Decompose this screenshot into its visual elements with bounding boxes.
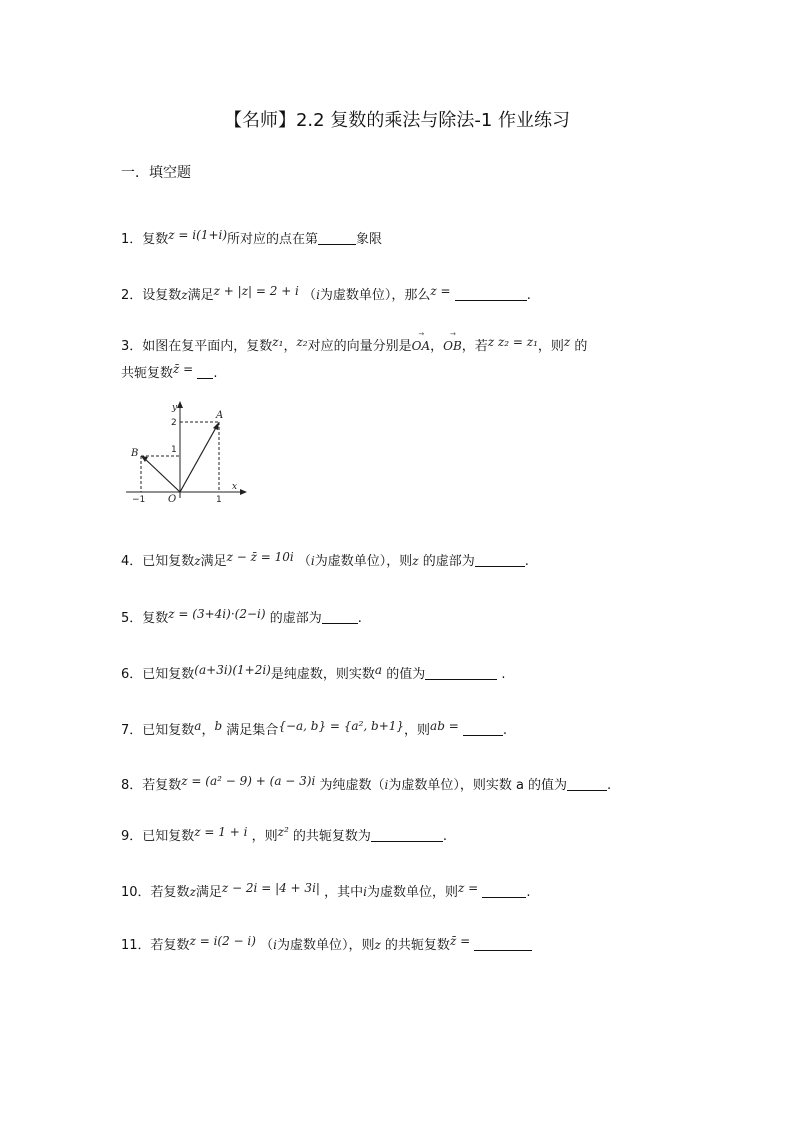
formula: z = i(2 − i) xyxy=(189,934,256,948)
question-1 xyxy=(121,226,382,249)
text: ，则 xyxy=(404,723,431,738)
text: ，则 xyxy=(251,829,278,844)
y-tick-1: 1 xyxy=(171,445,177,455)
question-5 xyxy=(121,605,362,628)
y-tick-2: 2 xyxy=(171,418,177,428)
text: 已知复数 xyxy=(142,667,195,682)
point-B-label: B xyxy=(131,448,139,459)
formula: ab = xyxy=(430,719,459,733)
question-3 xyxy=(121,331,587,356)
text: ，其中 xyxy=(324,885,364,900)
formula: z = xyxy=(457,881,479,895)
answer-blank xyxy=(455,287,527,301)
formula: z xyxy=(412,554,419,568)
question-11 xyxy=(121,932,532,955)
x-tick-neg-1: −1 xyxy=(132,495,146,505)
question-4 xyxy=(121,548,529,571)
formula: z − z̄ = 10i xyxy=(226,550,294,564)
answer-blank xyxy=(197,365,213,379)
formula: z₁ xyxy=(272,335,284,349)
formula: b xyxy=(214,719,223,733)
text: ， xyxy=(283,339,297,354)
answer-blank xyxy=(371,828,443,842)
text: ， xyxy=(430,339,444,354)
text: 若复数 xyxy=(150,885,190,900)
formula: z = 1 + i xyxy=(194,825,248,839)
formula: a xyxy=(194,719,202,733)
formula: (a+3i)(1+2i) xyxy=(194,663,271,677)
question-number: 2． xyxy=(121,288,143,303)
text: . xyxy=(524,554,529,569)
formula: z = (3+4i)·(2−i) xyxy=(168,607,266,621)
formula: z² xyxy=(277,825,289,839)
question-number: 3． xyxy=(121,339,143,354)
formula: i xyxy=(310,554,315,568)
text: 对应的向量分别是 xyxy=(307,339,412,354)
question-8 xyxy=(121,772,611,795)
text: . xyxy=(502,723,508,738)
vector-OA-arrowhead xyxy=(213,422,219,430)
text: 已知复数 xyxy=(142,723,195,738)
formula: z xyxy=(194,554,201,568)
answer-blank xyxy=(463,722,503,736)
text: 的 xyxy=(574,339,588,354)
question-number: 7． xyxy=(121,723,143,738)
text: 的虚部为 xyxy=(269,611,322,626)
y-axis-arrow xyxy=(177,401,183,408)
text: 为虚数单位），那么 xyxy=(319,288,431,303)
y-axis-label: y xyxy=(172,403,178,413)
formula: i xyxy=(273,938,277,952)
question-number: 10． xyxy=(121,885,151,900)
x-axis-arrow xyxy=(240,489,247,495)
question-number: 11． xyxy=(121,938,151,953)
vector-OA-line xyxy=(180,424,218,492)
text: ，若 xyxy=(461,339,488,354)
text: 如图在复平面内，复数 xyxy=(142,339,273,354)
formula: {−a, b} = {a², b+1} xyxy=(278,719,405,733)
text: 象限 xyxy=(356,232,383,247)
complex-plane-figure xyxy=(120,398,250,508)
text: 为虚数单位），则实数 a 的值为 xyxy=(388,778,568,793)
text: 所对应的点在第 xyxy=(227,232,319,247)
formula: z = xyxy=(430,284,451,298)
text: 的共轭复数为 xyxy=(292,829,371,844)
text: . xyxy=(526,885,531,900)
formula: z − 2i = |4 + 3i| xyxy=(221,881,320,895)
text: . xyxy=(357,611,362,626)
answer-blank xyxy=(474,937,532,951)
formula: z z₂ = z₁ xyxy=(487,335,538,349)
formula: z + |z| = 2 + i xyxy=(213,284,299,298)
text: 为虚数单位），则 xyxy=(276,938,375,953)
text: 的虚部为 xyxy=(422,554,475,569)
answer-blank xyxy=(425,666,497,680)
text: 为纯虚数（ xyxy=(319,778,385,793)
text: 是纯虚数，则实数 xyxy=(270,667,375,682)
text: 的共轭复数 xyxy=(384,938,450,953)
question-number: 8． xyxy=(121,778,143,793)
formula: z = i(1+i) xyxy=(168,228,228,242)
formula: i xyxy=(384,778,389,792)
question-number: 9． xyxy=(121,829,143,844)
vector-OB-line xyxy=(143,457,180,492)
text: 满足集合 xyxy=(226,723,279,738)
formula: z xyxy=(189,885,196,899)
point-A-label: A xyxy=(216,410,224,421)
question-3-line-2 xyxy=(121,360,218,383)
text: 共轭复数 xyxy=(121,366,174,381)
x-tick-1: 1 xyxy=(216,495,222,505)
answer-blank xyxy=(318,231,356,245)
formula: z₂ xyxy=(296,335,308,349)
text: 满足 xyxy=(195,885,222,900)
origin-label: O xyxy=(168,494,177,505)
text: 若复数 xyxy=(150,938,190,953)
text: . xyxy=(607,778,612,793)
question-10 xyxy=(121,879,530,902)
question-number: 1． xyxy=(121,232,143,247)
formula: z xyxy=(374,938,381,952)
question-7 xyxy=(121,717,507,740)
answer-blank xyxy=(567,777,607,791)
formula: a xyxy=(374,663,383,677)
text: （ xyxy=(297,554,311,569)
text: . xyxy=(501,667,506,682)
formula: z = (a² − 9) + (a − 3)i xyxy=(181,774,316,788)
vector-OB: → OB xyxy=(443,330,462,353)
question-9 xyxy=(121,823,447,846)
answer-blank xyxy=(322,610,358,624)
question-number: 6． xyxy=(121,667,143,682)
text: 已知复数 xyxy=(142,554,195,569)
section-heading: 一．填空题 xyxy=(121,165,191,181)
text: 设复数 xyxy=(142,288,182,303)
formula: z̄ = xyxy=(173,362,194,376)
text: 复数 xyxy=(142,611,169,626)
formula: z xyxy=(563,335,571,349)
text: ， xyxy=(201,723,215,738)
text: . xyxy=(526,288,531,303)
question-number: 5． xyxy=(121,611,143,626)
question-number: 4． xyxy=(121,554,143,569)
page-title: 【名师】2.2 复数的乘法与除法-1 作业练习 xyxy=(223,110,570,131)
text: 满足 xyxy=(200,554,227,569)
formula: i xyxy=(316,288,320,302)
text: 若复数 xyxy=(142,778,182,793)
formula: z xyxy=(181,288,188,302)
formula: i xyxy=(363,885,367,899)
text: 满足 xyxy=(187,288,214,303)
text: . xyxy=(442,829,448,844)
vector-OA: → OA xyxy=(411,330,431,353)
text: 为虚数单位，则 xyxy=(366,885,458,900)
x-axis-label: x xyxy=(232,482,238,492)
text: 的值为 xyxy=(386,667,426,682)
text: ，则 xyxy=(537,339,564,354)
answer-blank xyxy=(482,884,526,898)
text: 复数 xyxy=(142,232,169,247)
question-2 xyxy=(121,282,531,305)
text: （ xyxy=(260,938,274,953)
text: 已知复数 xyxy=(142,829,195,844)
text: . xyxy=(213,366,218,381)
formula: z̄ = xyxy=(449,934,471,948)
answer-blank xyxy=(475,553,525,567)
question-6 xyxy=(121,661,505,684)
text: 为虚数单位），则 xyxy=(314,554,413,569)
text: （ xyxy=(303,288,317,303)
